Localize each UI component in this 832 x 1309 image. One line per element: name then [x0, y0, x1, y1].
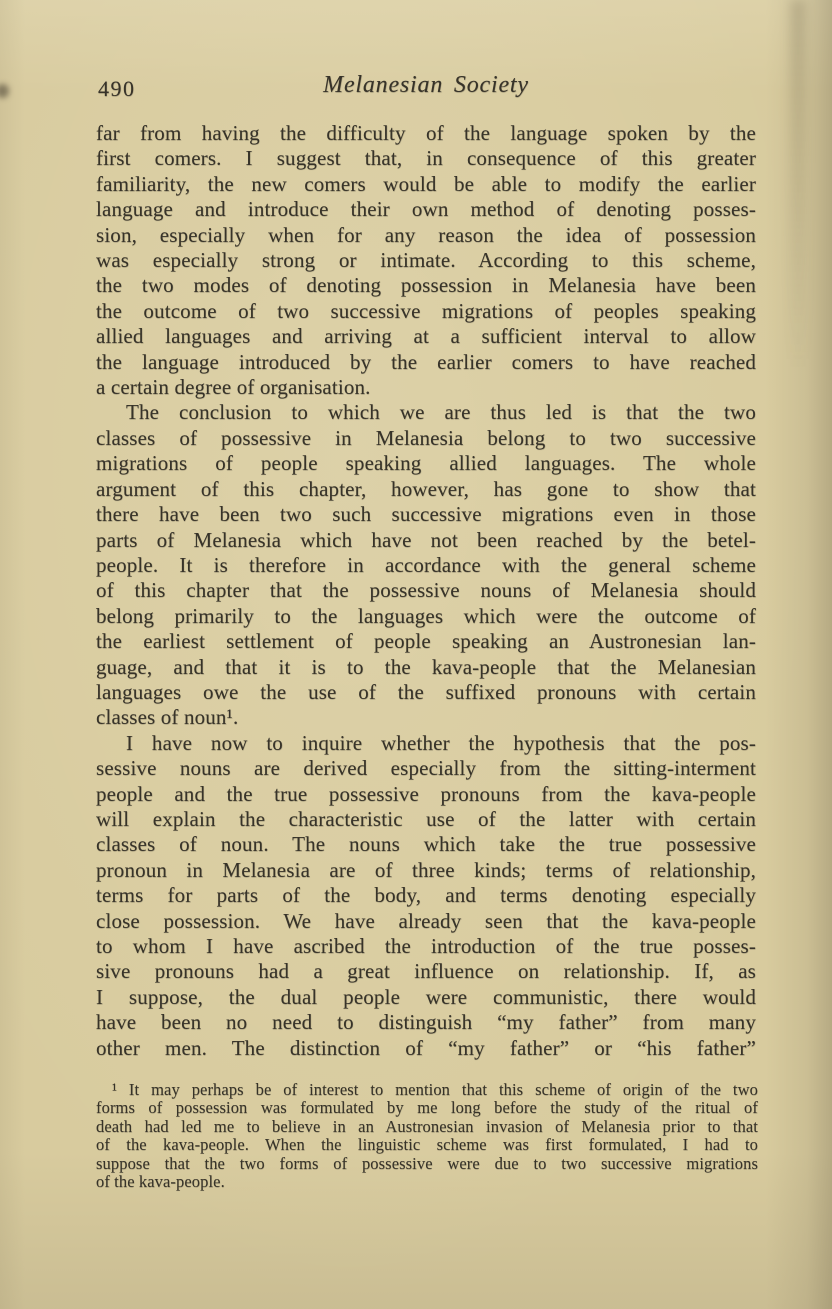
- page-number: 490: [98, 76, 136, 101]
- text-line: the earliest settlement of people speaking an Austronesian lan-: [96, 629, 756, 654]
- text-line: terms for parts of the body, and terms denoting especially: [96, 883, 756, 908]
- page-header: [96, 72, 756, 104]
- text-line: will explain the characteristic use of the latter with certain: [96, 806, 756, 831]
- text-line: languages owe the use of the suffixed pronouns with certain: [96, 679, 756, 704]
- text-line: a certain degree of organisation.: [96, 375, 371, 400]
- text-line: familiarity, the new comers would be able to modify the earlier: [96, 171, 756, 196]
- text-line: other men. The distinction of “my father” or “his father”: [96, 1035, 756, 1060]
- text-line: guage, and that it is to the kava-people that the Melanesian: [96, 654, 756, 679]
- text-line: the language introduced by the earlier comers to have reached: [96, 349, 756, 374]
- paragraph-2: [96, 400, 756, 730]
- text-line: classes of noun. The nouns which take the true possessive: [96, 832, 756, 857]
- paragraph-1: [96, 121, 756, 400]
- text-line: people and the true possessive pronouns from the kava-people: [96, 781, 756, 806]
- running-title: Melanesian Society: [323, 72, 529, 98]
- text-line: first comers. I suggest that, in consequence of this greater: [96, 146, 756, 171]
- text-line: of the kava-people. When the linguistic scheme was first formulated, I had to: [96, 1135, 758, 1155]
- text-line: was especially strong or intimate. According to this scheme,: [96, 248, 756, 273]
- text-line: sive pronouns had a great influence on relationship. If, as: [96, 959, 756, 984]
- scan-artifact-edge-streak: [790, 0, 806, 370]
- text-line: classes of noun¹.: [96, 705, 239, 730]
- text-line: to whom I have ascribed the introduction of the true posses-: [96, 934, 756, 958]
- text-line: of the kava-people.: [96, 1172, 225, 1192]
- text-line: the outcome of two successive migrations of peoples speaking: [96, 298, 756, 323]
- scan-artifact-smudge: [0, 84, 9, 98]
- text-line: ¹ It may perhaps be of interest to mention that this scheme of origin of the two: [112, 1080, 758, 1099]
- text-line: have been no need to distinguish “my father” from many: [96, 1010, 756, 1035]
- footnote-paragraph: [96, 1081, 758, 1191]
- text-line: language and introduce their own method of denoting posses-: [96, 197, 756, 222]
- text-line: sessive nouns are derived especially from the sitting-interment: [96, 756, 756, 781]
- text-line: suppose that the two forms of possessive were due to two successive migrations: [96, 1153, 758, 1173]
- text-line: allied languages and arriving at a sufficient interval to allow: [96, 324, 756, 349]
- body-text: [96, 121, 756, 1061]
- text-line: forms of possession was formulated by me long before the study of the ritual of: [96, 1098, 758, 1118]
- paragraph-3: [96, 731, 756, 1061]
- text-line: classes of possessive in Melanesia belong to two successive: [96, 425, 756, 450]
- text-line: far from having the difficulty of the language spoken by the: [96, 121, 756, 145]
- text-line: the two modes of denoting possession in Melanesia have been: [96, 273, 756, 298]
- text-line: I have now to inquire whether the hypothesis that the pos-: [126, 730, 756, 755]
- text-line: migrations of people speaking allied languages. The whole: [96, 451, 756, 476]
- text-line: parts of Melanesia which have not been reached by the betel-: [96, 527, 756, 552]
- text-line: of this chapter that the possessive nouns of Melanesia should: [96, 578, 756, 603]
- footnote: [96, 1081, 758, 1191]
- text-line: pronoun in Melanesia are of three kinds; terms of relationship,: [96, 857, 756, 882]
- text-line: argument of this chapter, however, has gone to show that: [96, 476, 756, 501]
- text-line: people. It is therefore in accordance with the general scheme: [96, 552, 756, 577]
- text-line: there have been two such successive migrations even in those: [96, 502, 756, 527]
- text-line: close possession. We have already seen that the kava-people: [96, 908, 756, 933]
- text-line: sion, especially when for any reason the idea of possession: [96, 222, 756, 247]
- text-line: I suppose, the dual people were communistic, there would: [96, 984, 756, 1009]
- text-line: The conclusion to which we are thus led is that the two: [126, 400, 756, 425]
- text-line: death had led me to believe in an Austronesian invasion of Melanesia prior to that: [96, 1116, 758, 1136]
- text-line: belong primarily to the languages which were the outcome of: [96, 603, 756, 628]
